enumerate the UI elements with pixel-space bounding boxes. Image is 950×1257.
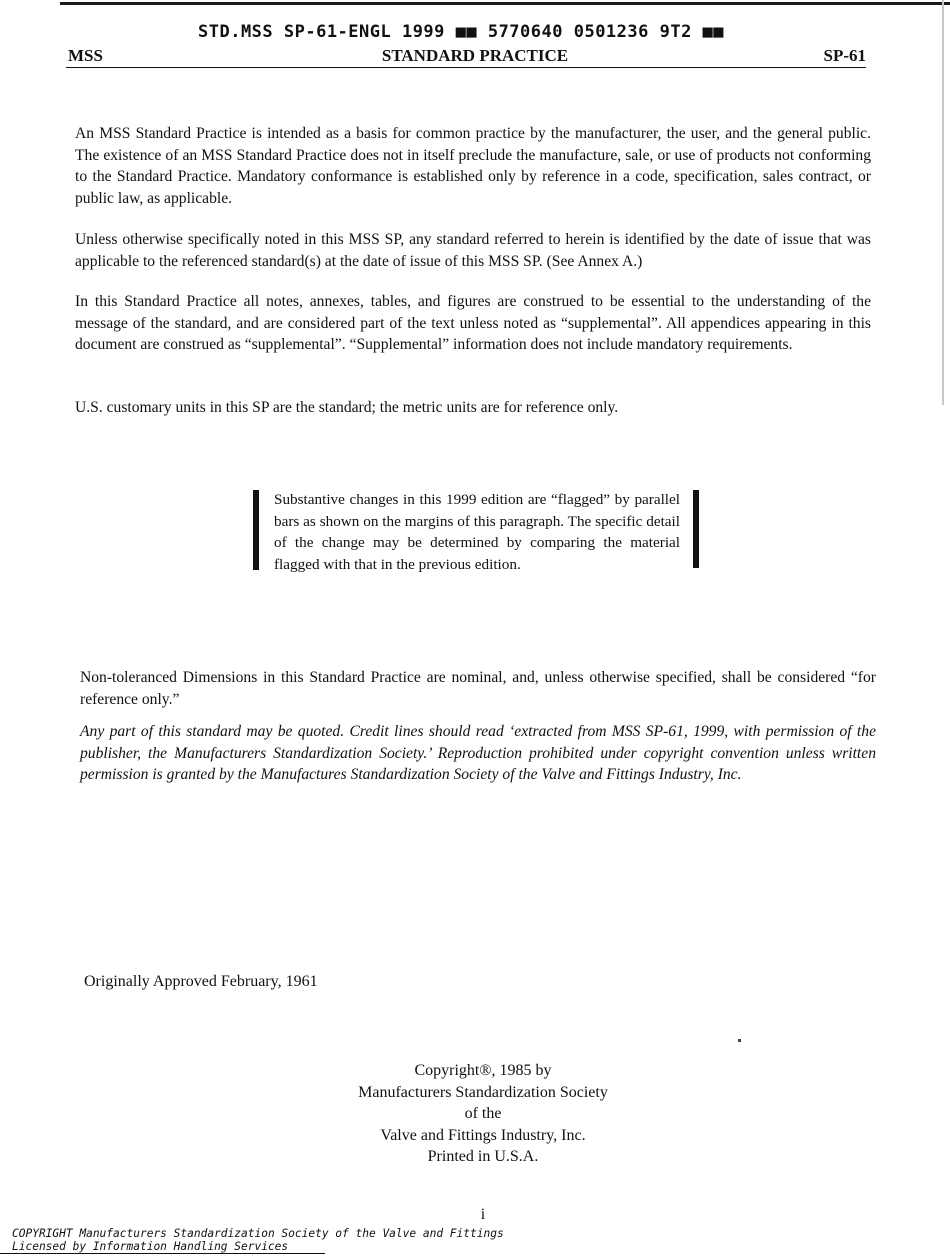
- copyright-block: [288, 1060, 678, 1168]
- paragraph-dimensions: Non-toleranced Dimensions in this Standard Practice are nominal, and, unless otherwise specified, shall be considered “for reference only.”: [80, 669, 876, 708]
- page-number: i: [480, 1206, 486, 1223]
- copyright-of-line: of the: [464, 1105, 502, 1123]
- copyright-industry-line: Valve and Fittings Industry, Inc.: [380, 1126, 586, 1144]
- copyright-org-line: Manufacturers Standardization Society: [358, 1083, 608, 1101]
- paragraph-intent: An MSS Standard Practice is intended as a basis for common practice by the manufacturer, the user, and the general public. The existence of an MSS Standard Practice does not in itself preclude the manufacture, sale, or use of products not conforming to the Standard Practice. Mandatory conformance is established only by reference in a code, specification, sales contract, or public law, as applicable.: [75, 125, 871, 207]
- copyright-line: Copyright®, 1985 by: [414, 1062, 552, 1079]
- scan-top-border: [60, 2, 950, 5]
- header-title: STANDARD PRACTICE: [381, 46, 569, 65]
- approval-date: Originally Approved February, 1961: [84, 973, 318, 990]
- change-flag-bar-right: [693, 490, 699, 568]
- scan-speck: [738, 1039, 741, 1042]
- footer-rule: [0, 1253, 325, 1254]
- header-doc-id: SP-61: [823, 46, 866, 65]
- paragraph-units: U.S. customary units in this SP are the standard; the metric units are for reference only.: [75, 399, 619, 416]
- printed-in-line: Printed in U.S.A.: [427, 1148, 539, 1166]
- scan-stamp-code: STD.MSS SP-61-ENGL 1999 ■■ 5770640 0501236 9T2 ■■: [198, 22, 725, 42]
- footer-license: Licensed by Information Handling Services: [12, 1240, 289, 1253]
- footer-copyright: COPYRIGHT Manufacturers Standardization Society of the Valve and Fittings: [12, 1227, 504, 1240]
- paragraph-supplemental: In this Standard Practice all notes, annexes, tables, and figures are construed to be essential to the understanding of the message of the standard, and are considered part of the text unless noted as “supplemental”. All appendices appearing in this document are construed as “supplemental”. “Supplemental” information does not include mandatory requirements.: [75, 293, 871, 353]
- change-flag-bar-left: [253, 490, 259, 570]
- header-org: MSS: [68, 46, 103, 65]
- header-rule: [66, 67, 866, 68]
- paragraph-quotation-permission: Any part of this standard may be quoted. Credit lines should read ‘extracted from MSS SP-61, 1999, with permission of the publisher, the Manufacturers Standardization Society.’ Reproduction prohibited under copyright convention unless written permission is granted by the Manufactures Standardization Society of the Valve and Fittings Industry, Inc.: [80, 723, 876, 783]
- paragraph-referenced-standards: Unless otherwise specifically noted in this MSS SP, any standard referred to herein is identified by the date of issue that was applicable to the referenced standard(s) at the date of issue of this MSS SP. (See Annex A.): [75, 231, 871, 270]
- flagged-changes-note: Substantive changes in this 1999 edition are “flagged” by parallel bars as shown on the margins of this paragraph. The specific detail of the change may be determined by comparing the material flagged with that in the previous edition.: [274, 491, 680, 573]
